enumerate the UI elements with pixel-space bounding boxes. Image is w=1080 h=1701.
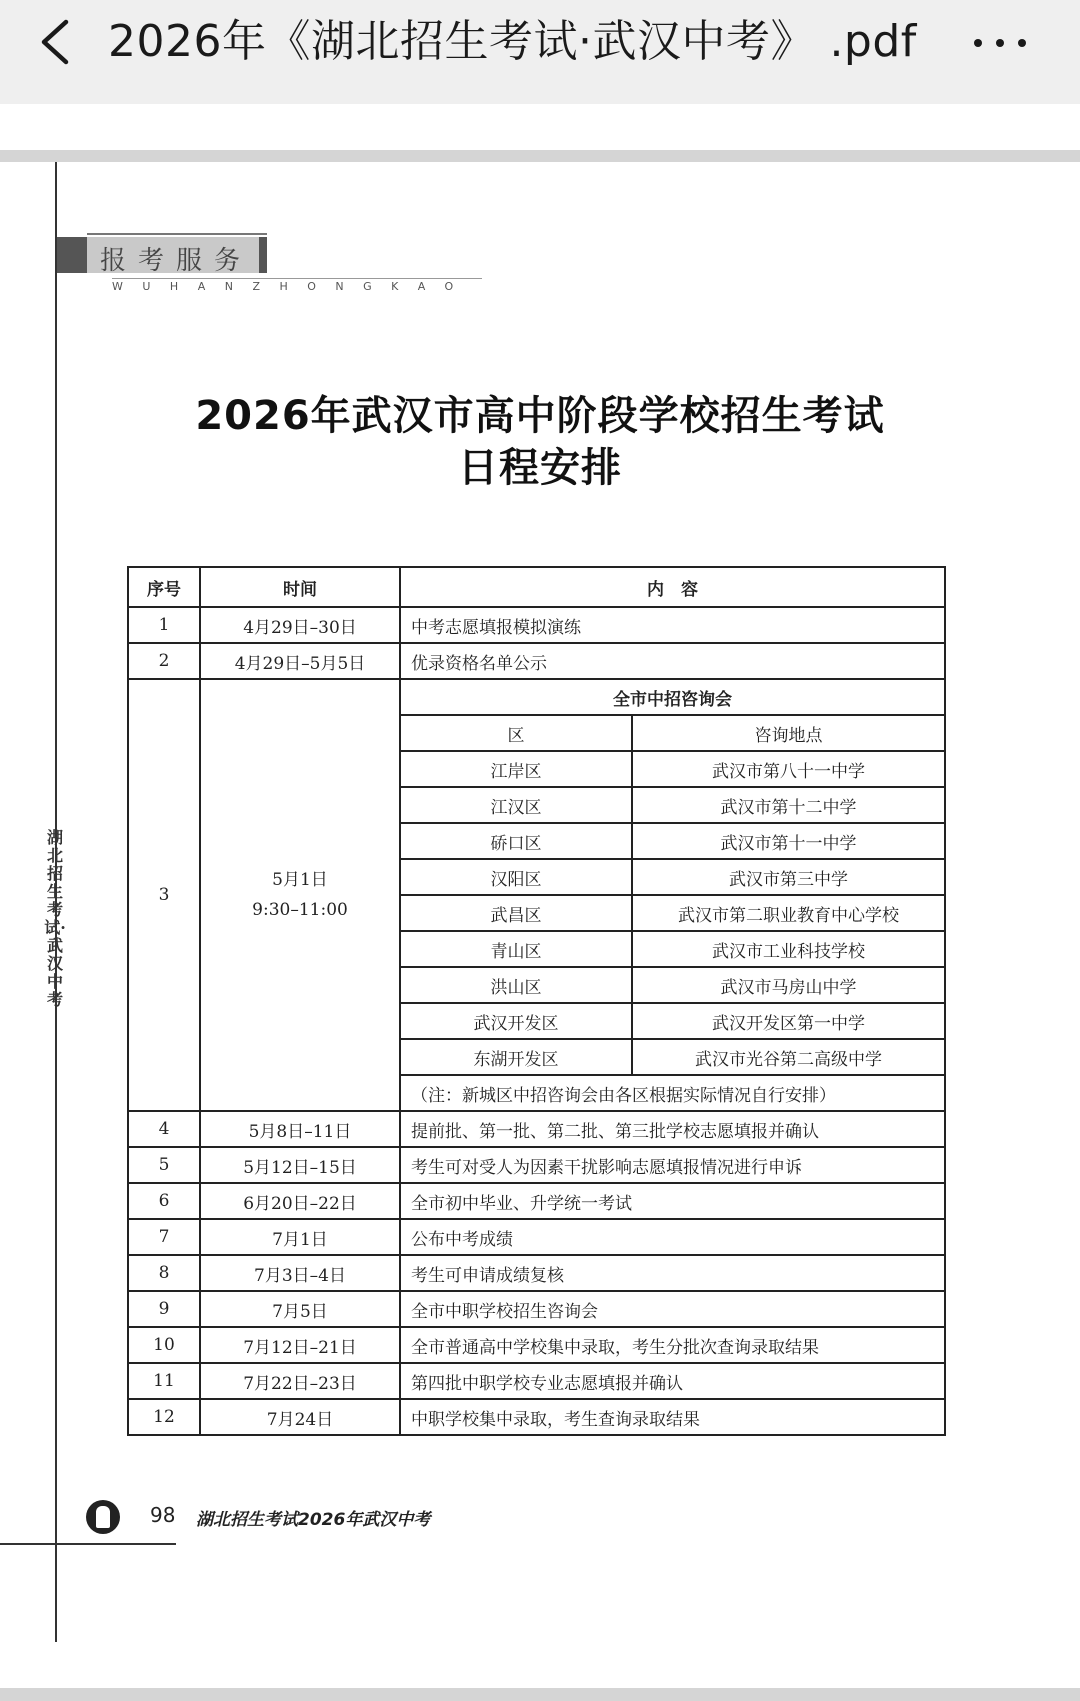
more-dot xyxy=(996,39,1004,47)
location-cell: 武汉市第十二中学 xyxy=(632,787,945,823)
table-row xyxy=(128,1255,945,1291)
consult-col-district: 区 xyxy=(400,715,632,751)
side-running-title: 湖北招生考试·武汉中考 xyxy=(44,828,66,1009)
table-row xyxy=(128,1183,945,1219)
chevron-left-icon xyxy=(34,14,78,70)
row-no: 8 xyxy=(128,1255,200,1291)
row-no: 11 xyxy=(128,1363,200,1399)
row-no: 9 xyxy=(128,1291,200,1327)
header-time: 时间 xyxy=(200,567,400,607)
location-cell: 武汉市工业科技学校 xyxy=(632,931,945,967)
row-no: 5 xyxy=(128,1147,200,1183)
section-bar-line xyxy=(87,233,267,235)
header-content: 内 容 xyxy=(400,567,945,607)
row-no: 4 xyxy=(128,1111,200,1147)
schedule-table xyxy=(127,566,946,1436)
page-title-line1: 2026年武汉市高中阶段学校招生考试 xyxy=(195,393,885,439)
district-cell: 江岸区 xyxy=(400,751,632,787)
row-content: 全市普通高中学校集中录取，考生分批次查询录取结果 xyxy=(400,1327,945,1363)
row-no: 6 xyxy=(128,1183,200,1219)
table-row xyxy=(128,607,945,643)
section-subtitle: WUHANZHONGKAO xyxy=(112,280,473,293)
table-row xyxy=(128,1399,945,1435)
district-cell: 武汉开发区 xyxy=(400,1003,632,1039)
row-content: 全市中职学校招生咨询会 xyxy=(400,1291,945,1327)
row-time: 7月3日–4日 xyxy=(200,1255,400,1291)
back-button[interactable] xyxy=(34,14,78,70)
footer-rule xyxy=(0,1543,176,1545)
location-cell: 武汉市光谷第二高级中学 xyxy=(632,1039,945,1075)
district-cell: 武昌区 xyxy=(400,895,632,931)
row-content: 优录资格名单公示 xyxy=(400,643,945,679)
row-content: 考生可对受人为因素干扰影响志愿填报情况进行申诉 xyxy=(400,1147,945,1183)
row-content: 提前批、第一批、第二批、第三批学校志愿填报并确认 xyxy=(400,1111,945,1147)
district-cell: 江汉区 xyxy=(400,787,632,823)
row-no: 7 xyxy=(128,1219,200,1255)
consult-note: （注：新城区中招咨询会由各区根据实际情况自行安排） xyxy=(400,1075,945,1111)
table-row xyxy=(128,1219,945,1255)
publication-name: 湖北招生考试2026年武汉中考 xyxy=(196,1510,431,1530)
section-label: 报考服务 xyxy=(100,246,253,276)
location-cell: 武汉市第八十一中学 xyxy=(632,751,945,787)
district-cell: 汉阳区 xyxy=(400,859,632,895)
publisher-logo-icon xyxy=(86,1500,120,1534)
row-time: 7月22日–23日 xyxy=(200,1363,400,1399)
district-cell: 东湖开发区 xyxy=(400,1039,632,1075)
row-no: 12 xyxy=(128,1399,200,1435)
page-edge xyxy=(0,1688,1080,1701)
consult-hours: 9:30–11:00 xyxy=(252,900,348,920)
row-time: 4月29日–5月5日 xyxy=(200,643,400,679)
location-cell: 武汉市马房山中学 xyxy=(632,967,945,1003)
consult-title-row xyxy=(128,679,945,715)
location-cell: 武汉开发区第一中学 xyxy=(632,1003,945,1039)
consult-col-location: 咨询地点 xyxy=(632,715,945,751)
row-time: 7月5日 xyxy=(200,1291,400,1327)
header-no: 序号 xyxy=(128,567,200,607)
viewer-gap xyxy=(0,104,1080,150)
row-time: 7月1日 xyxy=(200,1219,400,1255)
district-cell: 洪山区 xyxy=(400,967,632,1003)
section-bar-block xyxy=(259,237,267,273)
row-no: 10 xyxy=(128,1327,200,1363)
row-time: 5月12日–15日 xyxy=(200,1147,400,1183)
row-content: 中职学校集中录取，考生查询录取结果 xyxy=(400,1399,945,1435)
row-content: 中考志愿填报模拟演练 xyxy=(400,607,945,643)
page-title-line2: 日程安排 xyxy=(458,445,622,491)
row-no: 1 xyxy=(128,607,200,643)
row-no: 3 xyxy=(128,679,200,1111)
row-content: 第四批中职学校专业志愿填报并确认 xyxy=(400,1363,945,1399)
row-content: 公布中考成绩 xyxy=(400,1219,945,1255)
row-content: 全市初中毕业、升学统一考试 xyxy=(400,1183,945,1219)
row-time: 7月12日–21日 xyxy=(200,1327,400,1363)
consult-date: 5月1日 xyxy=(272,870,328,890)
viewer-toolbar xyxy=(0,0,1080,104)
row-time: 7月24日 xyxy=(200,1399,400,1435)
more-dot xyxy=(1018,39,1026,47)
row-time: 4月29日–30日 xyxy=(200,607,400,643)
table-header-row xyxy=(128,567,945,607)
row-no: 2 xyxy=(128,643,200,679)
location-cell: 武汉市第十一中学 xyxy=(632,823,945,859)
table-row xyxy=(128,1291,945,1327)
page-title xyxy=(0,390,1080,494)
table-row xyxy=(128,643,945,679)
pdf-page xyxy=(0,162,1080,1688)
consult-title: 全市中招咨询会 xyxy=(400,679,945,715)
district-cell: 硚口区 xyxy=(400,823,632,859)
section-sub-rule xyxy=(112,278,482,279)
row-time: 5月8日–11日 xyxy=(200,1111,400,1147)
page-number: 98 xyxy=(150,1503,176,1527)
table-row xyxy=(128,1327,945,1363)
district-cell: 青山区 xyxy=(400,931,632,967)
row-time: 6月20日–22日 xyxy=(200,1183,400,1219)
table-row xyxy=(128,1363,945,1399)
page-edge xyxy=(0,150,1080,162)
location-cell: 武汉市第二职业教育中心学校 xyxy=(632,895,945,931)
section-bar-block xyxy=(57,237,87,273)
row-content: 考生可申请成绩复核 xyxy=(400,1255,945,1291)
document-title: 2026年《湖北招生考试·武汉中考》 .pdf xyxy=(108,16,917,67)
table-row xyxy=(128,1147,945,1183)
more-dots-icon xyxy=(974,39,982,47)
more-options-button[interactable] xyxy=(970,22,1034,62)
row-time xyxy=(200,679,400,1111)
table-row xyxy=(128,1111,945,1147)
location-cell: 武汉市第三中学 xyxy=(632,859,945,895)
